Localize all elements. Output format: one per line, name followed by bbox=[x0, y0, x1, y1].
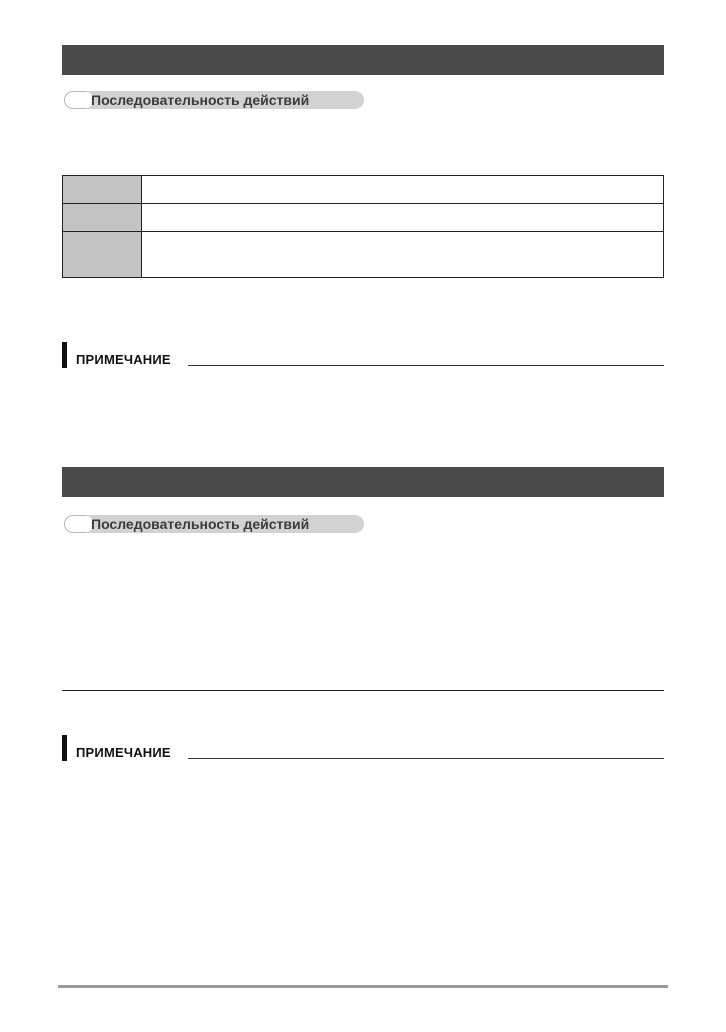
note-heading-2 bbox=[62, 735, 664, 761]
footer-divider bbox=[58, 985, 668, 988]
table-value-cell bbox=[142, 204, 664, 232]
table-value-cell bbox=[142, 232, 664, 278]
table-row bbox=[63, 204, 664, 232]
note-label: ПРИМЕЧАНИЕ bbox=[76, 352, 171, 367]
procedure-text: Последовательность действий bbox=[91, 516, 310, 532]
table-row bbox=[63, 232, 664, 278]
table-key-cell bbox=[63, 204, 142, 232]
table-key-cell bbox=[63, 232, 142, 278]
table-row bbox=[63, 176, 664, 204]
note-marker-icon bbox=[62, 735, 67, 761]
procedure-label-1 bbox=[64, 91, 364, 109]
procedure-text: Последовательность действий bbox=[91, 92, 310, 108]
note-divider bbox=[188, 758, 664, 759]
table-value-cell bbox=[142, 176, 664, 204]
note-marker-icon bbox=[62, 342, 67, 368]
note-divider bbox=[188, 365, 664, 366]
section-divider bbox=[62, 690, 664, 691]
procedure-label-2 bbox=[64, 515, 364, 533]
table-key-cell bbox=[63, 176, 142, 204]
note-label: ПРИМЕЧАНИЕ bbox=[76, 745, 171, 760]
settings-table bbox=[62, 175, 664, 278]
note-heading-1 bbox=[62, 342, 664, 368]
section-header-bar-2 bbox=[62, 467, 664, 497]
section-header-bar-1 bbox=[62, 45, 664, 75]
